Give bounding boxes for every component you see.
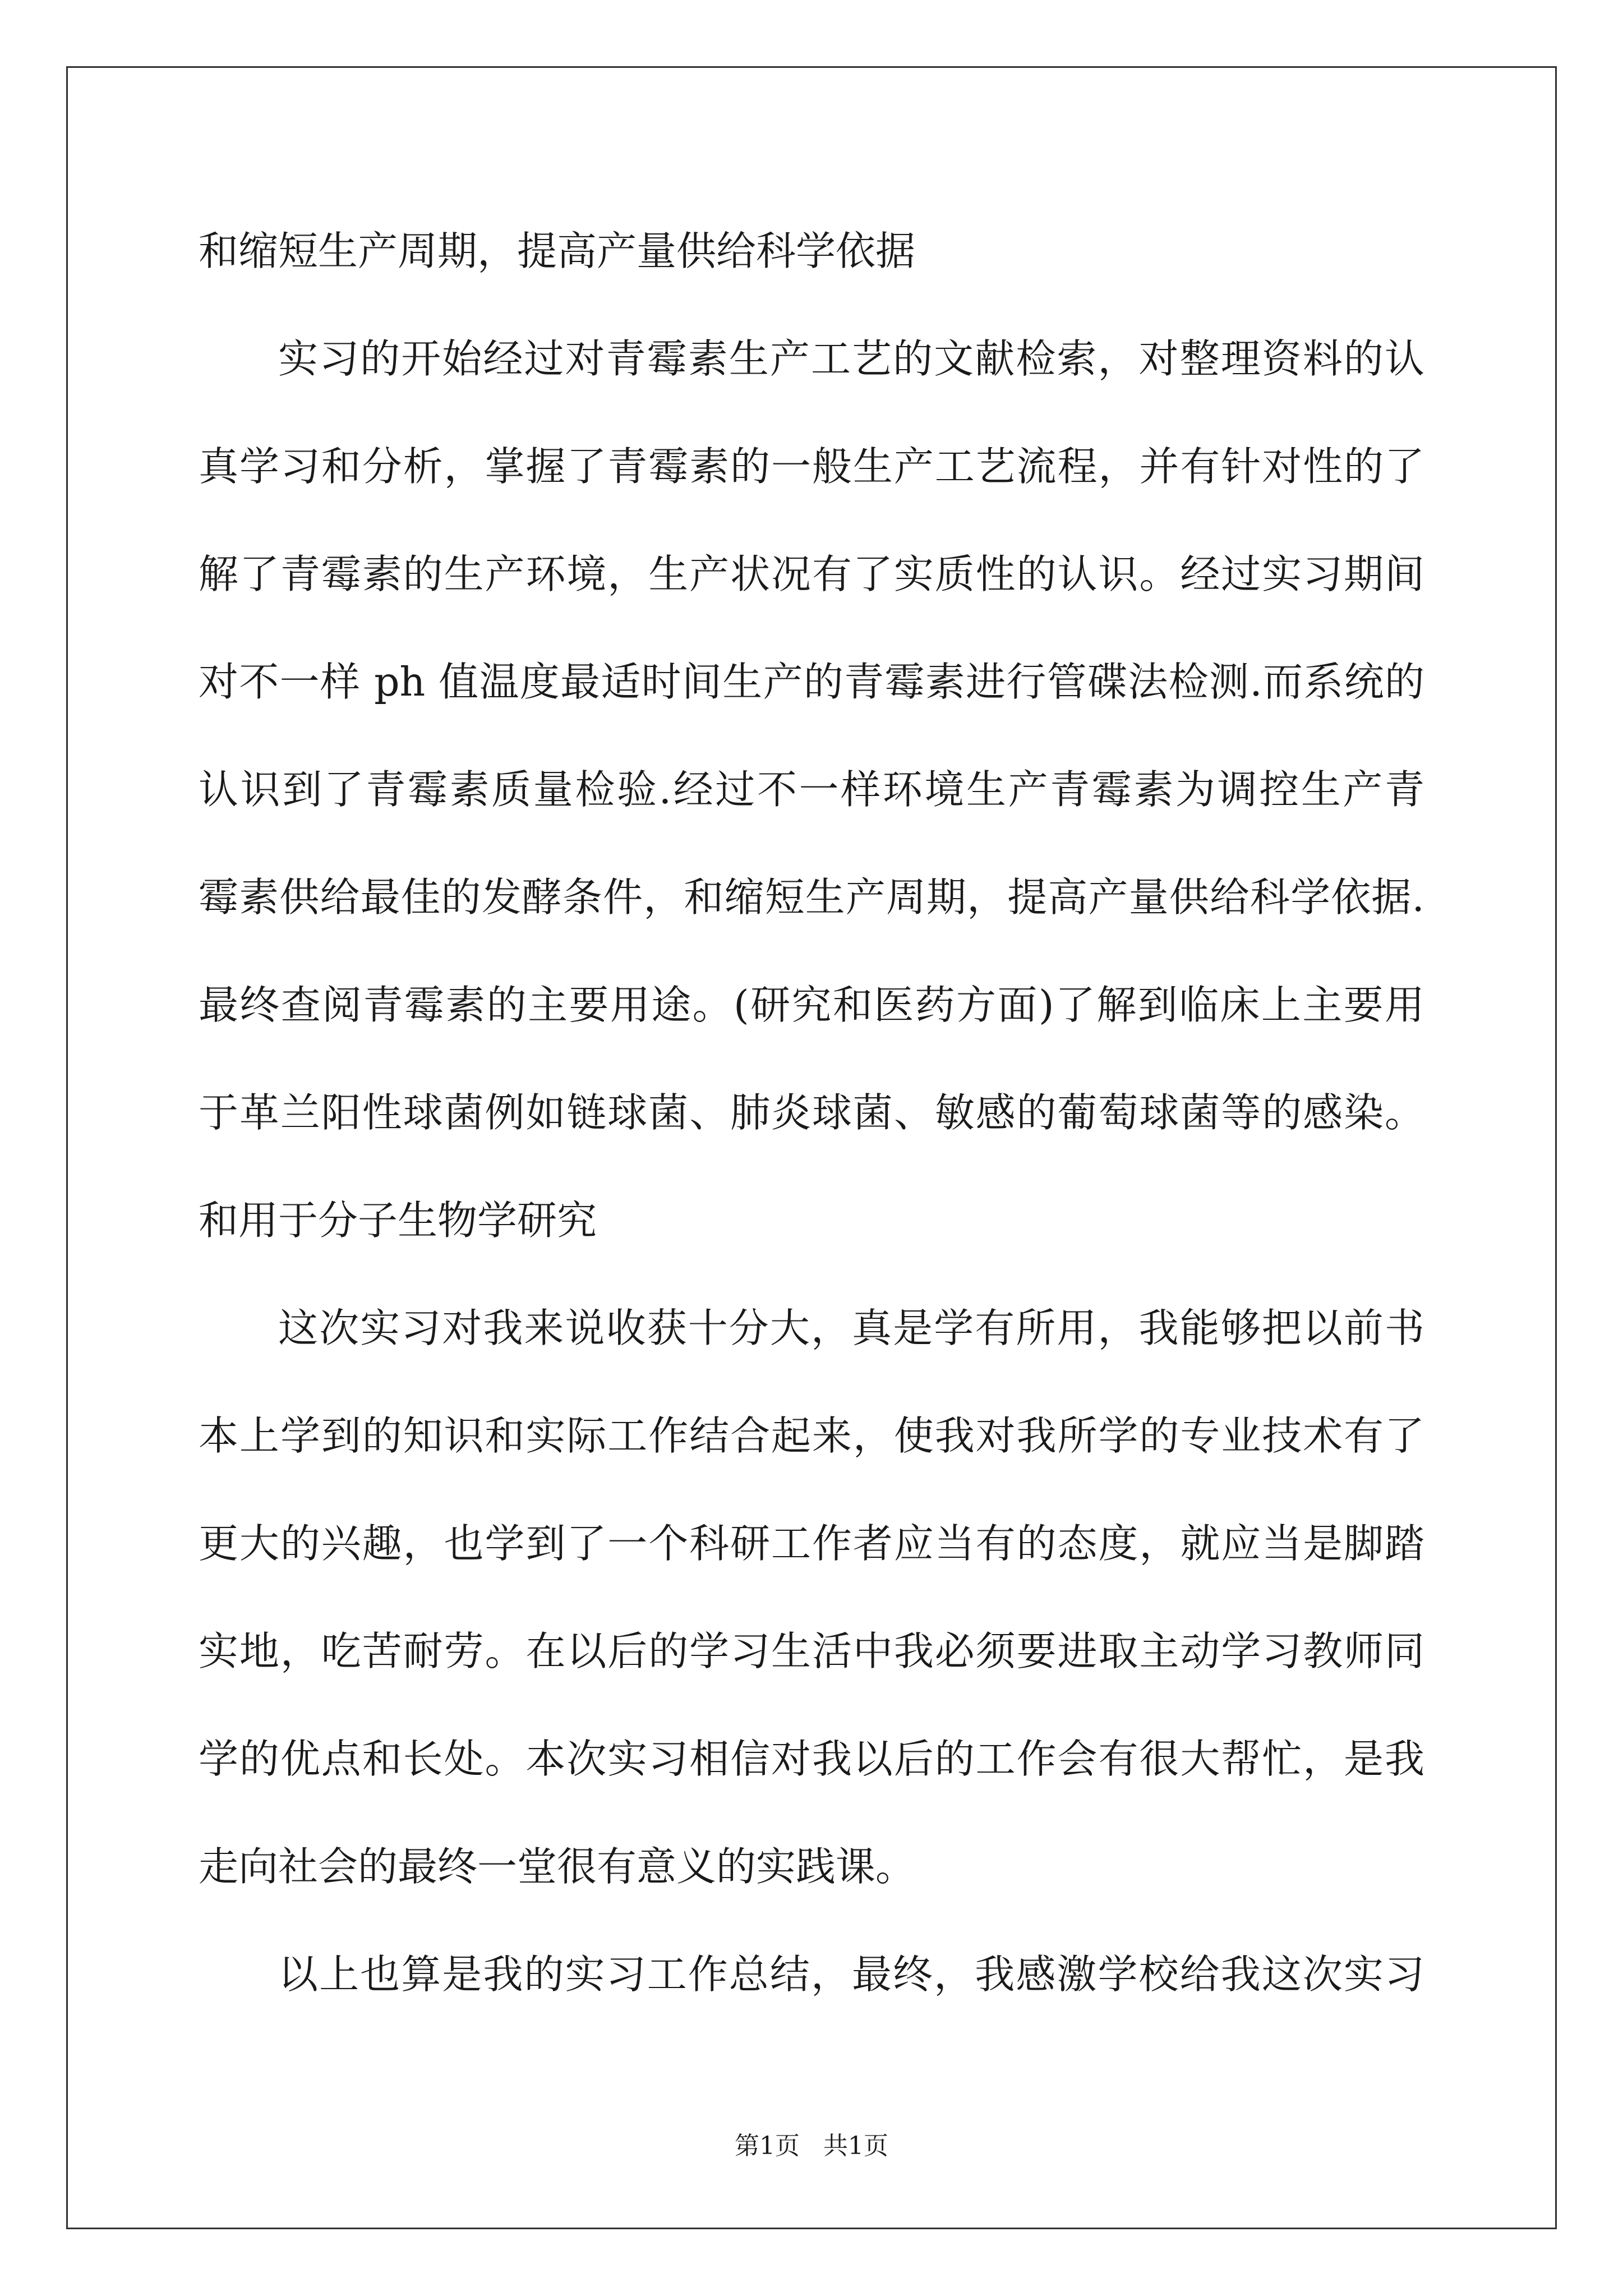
text-line-17: 以上也算是我的实习工作总结，最终，我感激学校给我这次实习 bbox=[278, 1951, 1424, 1998]
text-line-5: 对不一样 ph 值温度最适时间生产的青霉素进行管碟法检测.而系统的 bbox=[199, 659, 1424, 705]
text-line-12: 本上学到的知识和实际工作结合起来，使我对我所学的专业技术有了 bbox=[199, 1412, 1424, 1459]
page-footer bbox=[0, 2129, 1623, 2163]
text-line-6: 认识到了青霉素质量检验.经过不一样环境生产青霉素为调控生产青 bbox=[199, 766, 1424, 813]
text-line-15: 学的优点和长处。本次实习相信对我以后的工作会有很大帮忙，是我 bbox=[199, 1736, 1424, 1782]
text-line-11: 这次实习对我来说收获十分大，真是学有所用，我能够把以前书 bbox=[278, 1305, 1424, 1351]
text-line-14: 实地，吃苦耐劳。在以后的学习生活中我必须要进取主动学习教师同 bbox=[199, 1628, 1424, 1674]
text-line-1: 和缩短生产周期，提高产量供给科学依据 bbox=[199, 228, 916, 274]
text-line-2: 实习的开始经过对青霉素生产工艺的文献检索，对整理资料的认 bbox=[278, 335, 1424, 382]
text-line-10: 和用于分子生物学研究 bbox=[199, 1197, 597, 1244]
text-line-16: 走向社会的最终一堂很有意义的实践课。 bbox=[199, 1843, 916, 1890]
text-line-4: 解了青霉素的生产环境，生产状况有了实质性的认识。经过实习期间 bbox=[199, 551, 1424, 597]
text-line-9: 于革兰阳性球菌例如链球菌、肺炎球菌、敏感的葡萄球菌等的感染。 bbox=[199, 1089, 1424, 1136]
text-line-7: 霉素供给最佳的发酵条件，和缩短生产周期，提高产量供给科学依据. bbox=[199, 874, 1424, 921]
page-number: 第1页 bbox=[735, 2132, 800, 2160]
page-total: 共1页 bbox=[823, 2132, 888, 2160]
text-line-3: 真学习和分析，掌握了青霉素的一般生产工艺流程，并有针对性的了 bbox=[199, 443, 1424, 490]
text-line-8: 最终查阅青霉素的主要用途。(研究和医药方面)了解到临床上主要用 bbox=[199, 982, 1424, 1028]
text-line-13: 更大的兴趣，也学到了一个科研工作者应当有的态度，就应当是脚踏 bbox=[199, 1520, 1424, 1567]
document-body bbox=[199, 197, 1424, 2028]
